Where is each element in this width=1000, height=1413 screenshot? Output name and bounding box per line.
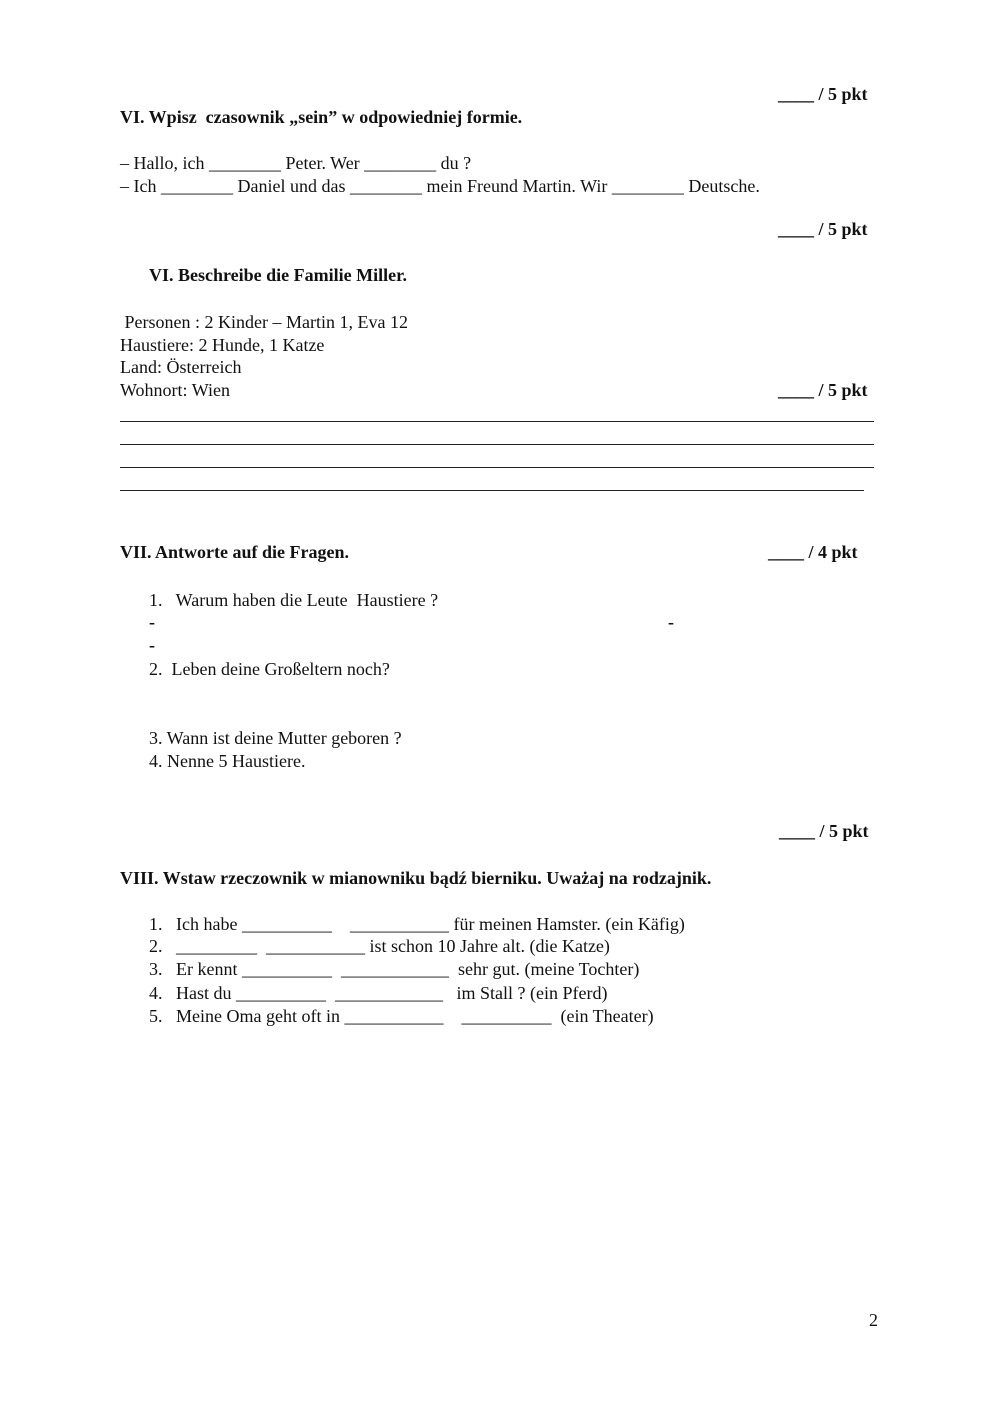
info-line: Haustiere: 2 Hunde, 1 Katze [120,335,325,355]
section-title: VI. Beschreibe die Familie Miller. [149,265,407,285]
score-label: ____ / 5 pkt [779,821,869,841]
score-label: ____ / 5 pkt [778,84,868,104]
writing-line[interactable] [120,421,874,422]
dash-marker: - [668,612,674,632]
exercise-line: – Ich ________ Daniel und das ________ mein Freund Martin. Wir ________ Deutsche. [120,176,760,196]
score-label: ____ / 4 pkt [768,542,858,562]
dash-marker: - [149,635,155,655]
question: 3. Wann ist deine Mutter geboren ? [149,728,402,748]
info-line: Land: Österreich [120,357,242,377]
dash-marker: - [149,612,155,632]
info-line: Wohnort: Wien [120,380,230,400]
info-line: Personen : 2 Kinder – Martin 1, Eva 12 [120,312,408,332]
question: 2. Leben deine Großeltern noch? [149,659,390,679]
writing-line[interactable] [120,490,864,491]
score-label: ____ / 5 pkt [778,380,868,400]
section-title: VII. Antworte auf die Fragen. [120,542,349,562]
question: 4. Nenne 5 Haustiere. [149,751,306,771]
exercise-item: 2. _________ ___________ ist schon 10 Jahre alt. (die Katze) [149,936,610,956]
section-title: VIII. Wstaw rzeczownik w mianowniku bądź bierniku. Uważaj na rodzajnik. [120,868,712,888]
exercise-item: 1. Ich habe __________ ___________ für meinen Hamster. (ein Käfig) [149,914,685,934]
score-label: ____ / 5 pkt [778,219,868,239]
exercise-item: 5. Meine Oma geht oft in ___________ __________ (ein Theater) [149,1006,654,1026]
section-title: VI. Wpisz czasownik „sein” w odpowiedniej formie. [120,107,523,127]
page-number: 2 [869,1310,878,1330]
exercise-item: 3. Er kennt __________ ____________ sehr gut. (meine Tochter) [149,959,640,979]
writing-line[interactable] [120,467,874,468]
exercise-item: 4. Hast du __________ ____________ im Stall ? (ein Pferd) [149,983,608,1003]
question: 1. Warum haben die Leute Haustiere ? [149,590,439,610]
writing-line[interactable] [120,444,874,445]
exercise-line: – Hallo, ich ________ Peter. Wer ________ du ? [120,153,472,173]
